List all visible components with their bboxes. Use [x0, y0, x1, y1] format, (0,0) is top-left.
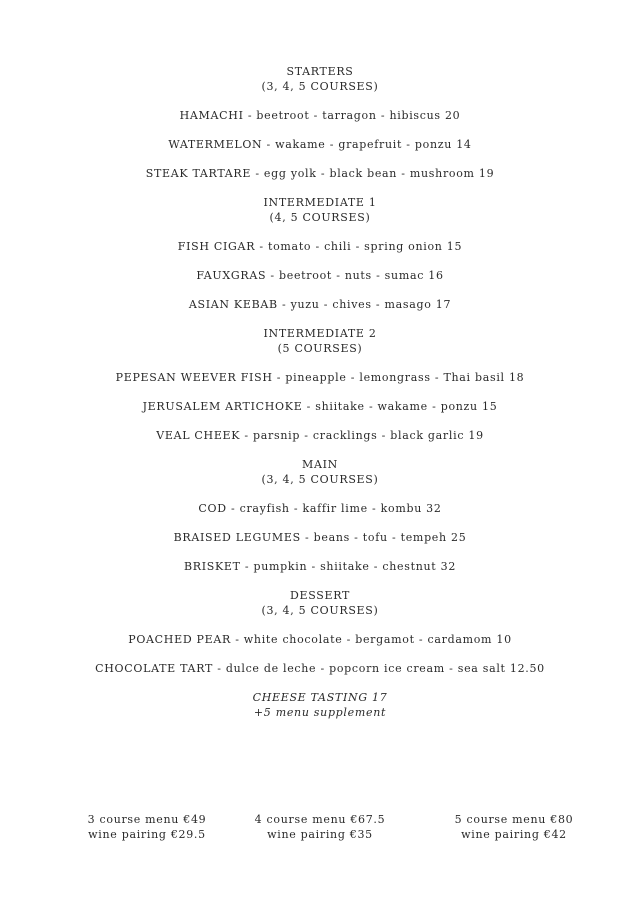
course-menu-price: 5 course menu €80 — [454, 813, 574, 826]
menu-item: CHOCOLATE TART - dulce de leche - popcorn ice cream - sea salt 12.50 — [95, 662, 545, 675]
section-subtitle: (3, 4, 5 COURSES) — [261, 80, 379, 93]
section-title: DESSERT — [289, 589, 351, 602]
section-heading — [0, 457, 640, 487]
cheese-supplement: +5 menu supplement — [253, 706, 387, 719]
section-subtitle: (3, 4, 5 COURSES) — [261, 604, 379, 617]
menu-item: PEPESAN WEEVER FISH - pineapple - lemongrass - Thai basil 18 — [115, 371, 525, 384]
pricing-footer — [0, 812, 640, 846]
section-subtitle: (3, 4, 5 COURSES) — [261, 473, 379, 486]
section-title: INTERMEDIATE 2 — [263, 327, 377, 340]
section-title: INTERMEDIATE 1 — [263, 196, 377, 209]
section-heading — [0, 326, 640, 356]
menu-item: HAMACHI - beetroot - tarragon - hibiscus 20 — [179, 109, 461, 122]
pricing-5-course — [424, 812, 604, 842]
menu-item: VEAL CHEEK - parsnip - cracklings - black garlic 19 — [156, 429, 484, 442]
menu-item: ASIAN KEBAB - yuzu - chives - masago 17 — [188, 298, 452, 311]
section-main — [0, 457, 640, 588]
section-starters — [0, 64, 640, 195]
menu-item: STEAK TARTARE - egg yolk - black bean - mushroom 19 — [145, 167, 495, 180]
wine-pairing-price: wine pairing €35 — [267, 828, 373, 841]
menu-item: FAUXGRAS - beetroot - nuts - sumac 16 — [196, 269, 444, 282]
section-heading — [0, 195, 640, 225]
wine-pairing-price: wine pairing €29.5 — [88, 828, 206, 841]
section-intermediate-2 — [0, 326, 640, 457]
pricing-4-course — [230, 812, 410, 842]
menu-item: JERUSALEM ARTICHOKE - shiitake - wakame - ponzu 15 — [142, 400, 498, 413]
menu-item: FISH CIGAR - tomato - chili - spring onion 15 — [177, 240, 463, 253]
section-subtitle: (5 COURSES) — [277, 342, 363, 355]
section-title: STARTERS — [286, 65, 354, 78]
menu-body — [0, 64, 640, 720]
course-menu-price: 4 course menu €67.5 — [254, 813, 386, 826]
section-heading — [0, 64, 640, 94]
wine-pairing-price: wine pairing €42 — [461, 828, 567, 841]
section-subtitle: (4, 5 COURSES) — [269, 211, 371, 224]
menu-item: BRAISED LEGUMES - beans - tofu - tempeh 25 — [173, 531, 467, 544]
section-intermediate-1 — [0, 195, 640, 326]
course-menu-price: 3 course menu €49 — [87, 813, 207, 826]
menu-item: WATERMELON - wakame - grapefruit - ponzu 14 — [168, 138, 472, 151]
section-title: MAIN — [302, 458, 338, 471]
menu-item: COD - crayfish - kaffir lime - kombu 32 — [198, 502, 442, 515]
menu-item: POACHED PEAR - white chocolate - bergamot - cardamom 10 — [128, 633, 512, 646]
cheese-title: CHEESE TASTING 17 — [252, 691, 388, 704]
section-dessert — [0, 588, 640, 690]
pricing-3-course — [57, 812, 237, 842]
menu-item: BRISKET - pumpkin - shiitake - chestnut 32 — [183, 560, 457, 573]
section-heading — [0, 588, 640, 618]
cheese-tasting — [0, 690, 640, 720]
